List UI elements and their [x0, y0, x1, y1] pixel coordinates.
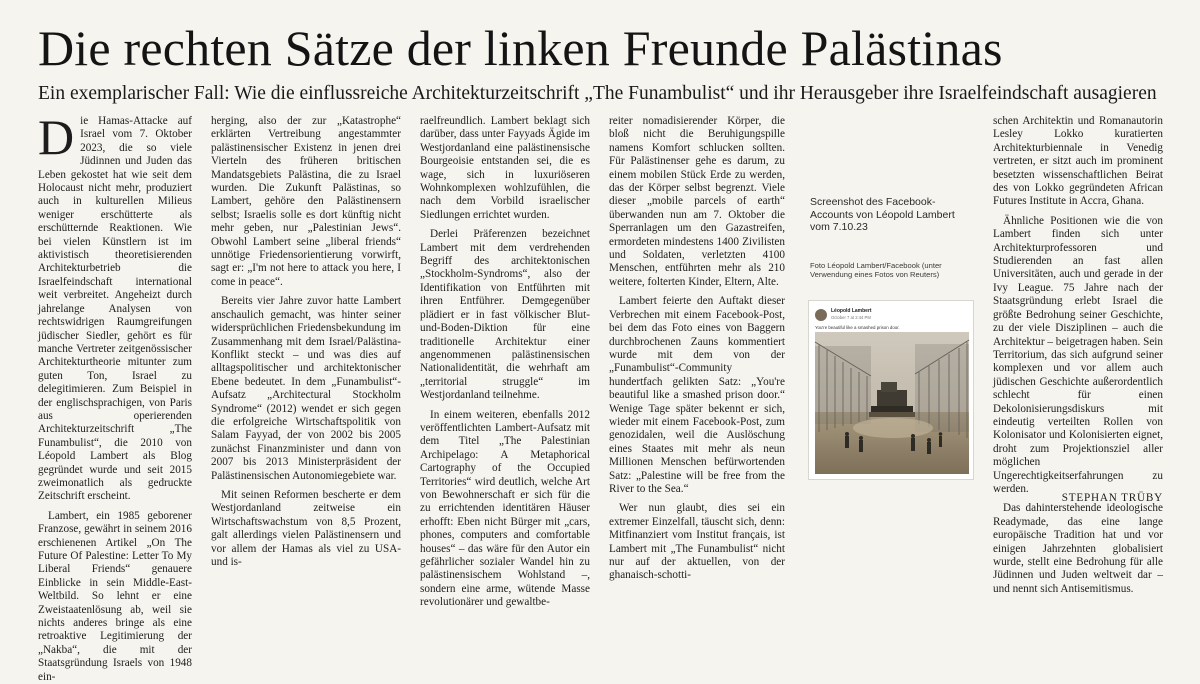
paragraph: reiter nomadisierender Körper, die bloß nicht die Beruhigungspille namens Komfort schlucken sollten. Für Palästinenser gehe es darum, zu einem mobilen Stück Erde zu werden, das der Körper selbst begrenzt. Viele dieser „mobile parcels of earth“ überwanden nun am 7. Oktober die Sperranlagen um den Gazastreifen, ermordeten mindestens 1400 Zivilisten und Soldaten, verletzten 4100 Menschen, entführten mehr als 210 weitere, folterten Kinder, Eltern, Alte. — [609, 115, 785, 288]
paragraph: Bereits vier Jahre zuvor hatte Lambert anschaulich gemacht, was hinter seiner widersprüchlichen Friedensbekundung im Zusammenhang mit dem Israel/Palästina-Konflikt steckt – und was dies auf alltagspolitischer und architektonischer Ebene bedeutet. In dem „Funambulist“-Aufsatz „Architectural Stockholm Syndrome“ (2012) wendet er sich gegen die erfolgreiche Wirtschaftspolitik von Salam Fayyad, der von 2002 bis 2005 zunächst Finanzminister und dann von 2007 bis 2013 Ministerpräsident der Palästinensischen Autonomiegebiete war. — [211, 295, 401, 482]
paragraph: Ähnliche Positionen wie die von Lambert finden sich unter Architekturprofessoren und Studierenden an fast allen Universitäten, auch und gerade in der Ivy League. 75 Jahre nach der Staatsgründung erlebt Israel die größte Bedrohung seiner Geschichte, zu der viele Disziplinen – auch die Architektur – beigetragen haben. Sein Territorium, das sich aufgrund seiner komplexen und vor allem auch jüdischen Geschichte außerordentlich schlecht für einen Dekolonisierungsdiskurs mit eindeutig verteilten Rollen von Kolonisator und Kolonisierten eignet, droht zum Projektionsziel aller möglichen Ungerechtigkeitserfahrungen zu werden. — [993, 214, 1163, 495]
paragraph: Lambert feierte den Auftakt dieser Verbrechen mit einem Facebook-Post, bei dem das Foto eines von Baggern durchbrochenen Zauns kommentiert wurde mit dem von der „Funambulist“-Community hundertfach gelikten Satz: „You're beautiful like a smashed prison door.“ Wenige Tage später bekennt er sich, wieder mit einem Facebook-Post, zum genozidalen, weil die Auslöschung eines Staates mit mehr als neun Millionen Menschen befürwortenden Satz: „Palestine will be free from the River to the Sea.“ — [609, 295, 785, 495]
headline: Die rechten Sätze der linken Freunde Palästinas — [38, 20, 1003, 76]
image-caption: Screenshot des Facebook-Accounts von Léopold Lambert vom 7.10.23 — [810, 196, 955, 233]
article-column-1 — [38, 109, 192, 684]
paragraph: herging, also der zur „Katastrophe“ erklärten Vertreibung angestammter palästinensischer Existenz in jenen drei Vierteln des früheren britischen Mandatsgebiets Palästina, die zu Israel wurden. Die Zukunft Palästinas, so Lambert, gehöre den Palästinensern selbst; Israelis solle es dort künftig nicht mehr geben, nur „Palestinian Jews“. Obwohl Lambert seine „liberal friends“ unnötige Friedensorientierung vorwirft, sagt er: „I'm not here to attack you here, I come in peace“. — [211, 115, 401, 288]
paragraph-text: ie Hamas-Attacke auf Israel vom 7. Oktober 2023, die so viele Jüdinnen und Juden das Leben gekostet hat wie seit dem Holocaust nicht mehr, produziert auch in kulturellen Milieus weniger erschütterte als erschütternde Reaktionen. Wie bei vielen Künstlern ist im aktivistisch theoretisierenden Architekturbetrieb die Israelfeindschaft international weit verbreitet. Angeheizt durch jahrelange Analysen von rechtswidrigen Raumgreifungen jüdischer Siedler, gehört es für manche Vertreter zeitgenössischer Architekturtheorie mitunter zum guten Ton, Israel zu delegitimieren. Zum Beispiel in der englischsprachigen, von Paris aus operierenden Architekturzeitschrift „The Funambulist“, die 2010 von Léopold Lambert als Blog gegründet wurde und seit 2015 zweimonatlich als gedruckte Zeitschrift erscheint. — [38, 115, 192, 503]
facebook-screenshot — [808, 300, 974, 480]
paragraph: Lambert, ein 1985 geborener Franzose, gewährt in seinem 2016 erschienenen Artikel „On The Future Of Palestine: Letter To My Liberal Friends“ genauere Einblicke in sein Middle-East-Weltbild. So lehnt er eine Zweistaatenlösung ab, weil sie nichts anderes bringe als eine retroaktive Legitimierung der „Nakba“, die mit der Staatsgründung Israels von 1948 ein- — [38, 509, 192, 683]
article-column-5 — [993, 115, 1163, 596]
article-column-2 — [211, 115, 401, 569]
paragraph: schen Architektin und Romanautorin Lesley Lokko kuratierten Architekturbiennale in Venedig vertreten, er sitzt auch im prominent besetzten wissenschaftlichen Beirat des von Lokko gegründeten African Futures Institute in Accra, Ghana. — [993, 115, 1163, 208]
image-credit: Foto Léopold Lambert/Facebook (unter Verwendung eines Fotos von Reuters) — [810, 261, 942, 280]
bulldozer-fence-photo — [815, 332, 969, 474]
article-column-4 — [609, 115, 785, 583]
facebook-post-header — [815, 307, 969, 327]
paragraph: Das dahinterstehende ideologische Readymade, das eine lange europäische Tradition hat und vor einigen Jahrzehnten globalisiert wurde, stellt eine Bedrohung für alle Jüdinnen und Juden weltweit dar – und nennt sich Antisemitismus. — [993, 502, 1163, 595]
author-byline: STEPHAN TRÜBY — [1061, 492, 1163, 504]
paragraph: Derlei Präferenzen bezeichnet Lambert mit dem verdrehenden Begriff des architektonischen „Stockholm-Syndroms“, also der Identifikation von Entführten mit ihren Entführer. Demgegenüber plädiert er in fast völkischer Blut-und-Boden-Diktion für eine traditionelle Architektur einer angenommenen palästinensischen Nationalidentität, die wehrhaft am „territorial struggle“ im Westjordanland teilnehme. — [420, 228, 590, 402]
drop-cap: D — [38, 109, 75, 165]
paragraph: raelfreundlich. Lambert beklagt sich darüber, dass unter Fayyads Ägide im Westjordanland eine palästinensische Bourgeoisie entstanden sei, die es wage, sich in luxuriöseren Wohnkomplexen wohlzufühlen, die nach dem Vorbild israelischer Siedlungen errichtet wurden. — [420, 115, 590, 221]
facebook-post-text: You're beautiful like a smashed prison door. — [815, 325, 900, 330]
paragraph: Wer nun glaubt, dies sei ein extremer Einzelfall, täuscht sich, denn: Mitfinanziert vom Institut français, ist Lambert mit „The Funambulist“ nicht nur auf der aktuellen, von der ghanaisch-schotti- — [609, 502, 785, 582]
paragraph: In einem weiteren, ebenfalls 2012 veröffentlichten Lambert-Aufsatz mit dem Titel „The Palestinian Archipelago: A Metaphorical Cartography of the Occupied Territories“ wird deutlich, welche Art von Bewohnerschaft er sich für die zu errichtenden identitären Häuser erhofft: Eben nicht Bürger mit „cars, phones, computers and comfortable houses“ – das wäre für den Autor ein gefährlicher sozialer Wandel hin zu palästinensischem Wohlstand –, sondern eine arme, wütende Masse revolutionärer und gewaltbe- — [420, 408, 590, 609]
paragraph — [38, 109, 192, 504]
subheadline: Ein exemplarischer Fall: Wie die einflussreiche Architekturzeitschrift „The Funambulist“ und ihr Herausgeber ihre Israelfeindschaft ausagieren — [38, 83, 1157, 104]
article-column-3 — [420, 115, 590, 610]
paragraph: Mit seinen Reformen bescherte er dem Westjordanland zeitweise ein Wirtschaftswachstum von 8,5 Prozent, galt allerdings vielen Palästinensern und vor allem der Hamas als viel zu USA- und is- — [211, 488, 401, 568]
facebook-post-date: October 7 at 2:44 PM — [831, 315, 871, 320]
avatar — [815, 309, 827, 321]
facebook-post-author: Léopold Lambert — [831, 308, 872, 314]
